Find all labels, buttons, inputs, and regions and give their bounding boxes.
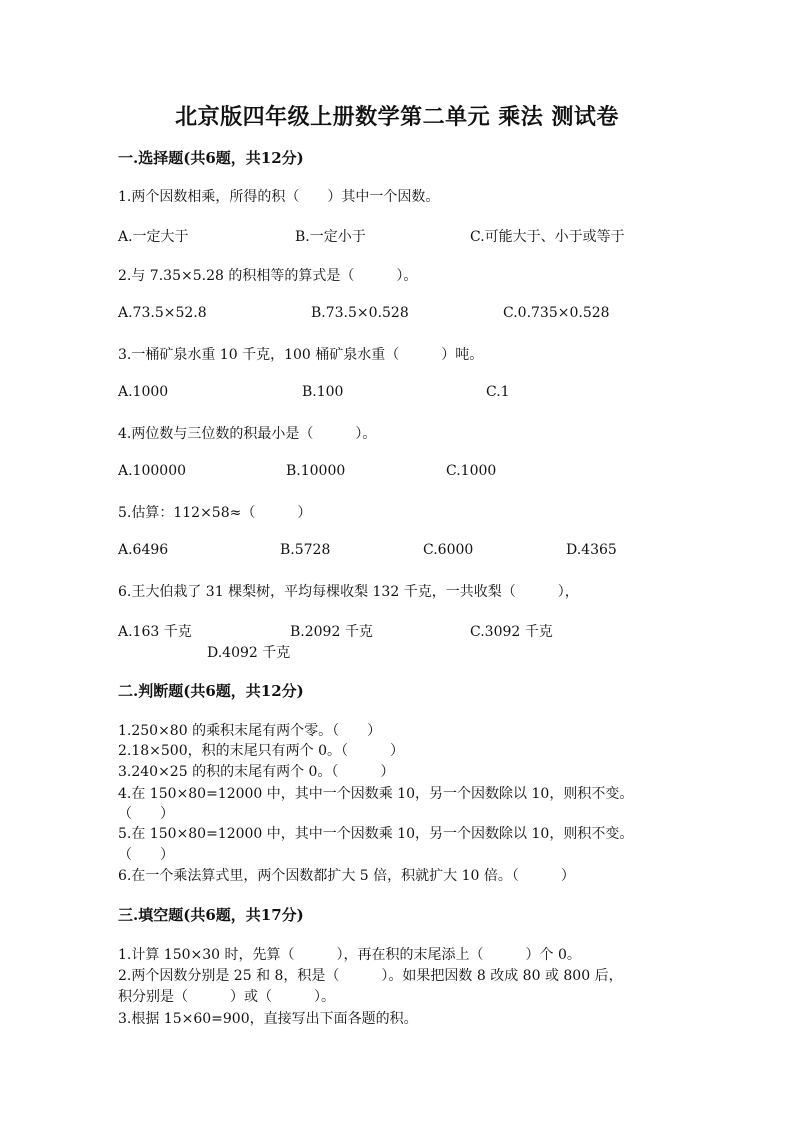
option-a: A.73.5×52.8 bbox=[118, 305, 207, 321]
fill-blank-item: 2.两个因数分别是 25 和 8，积是（ ）。如果把因数 8 改成 80 或 800 后， bbox=[118, 968, 623, 984]
option-a: A.100000 bbox=[118, 463, 187, 479]
option-b: B.5728 bbox=[280, 542, 331, 558]
option-d: D.4092 千克 bbox=[207, 645, 291, 661]
fill-blank-item-continuation: 积分别是（ ）或（ ）。 bbox=[118, 989, 335, 1005]
question-5: 5.估算：112×58≈（ ） bbox=[118, 505, 312, 521]
option-d: D.4365 bbox=[566, 542, 617, 558]
judgment-item: 3.240×25 的积的末尾有两个 0。（ ） bbox=[118, 764, 395, 780]
section-heading-judgment: 二.判断题(共6题，共12分) bbox=[118, 682, 304, 700]
option-b: B.2092 千克 bbox=[290, 624, 373, 640]
option-c: C.0.735×0.528 bbox=[503, 305, 610, 321]
judgment-item: 2.18×500，积的末尾只有两个 0。（ ） bbox=[118, 743, 404, 759]
option-c: C.1 bbox=[486, 384, 510, 400]
judgment-item: 6.在一个乘法算式里，两个因数都扩大 5 倍，积就扩大 10 倍。（ ） bbox=[118, 868, 575, 884]
option-a: A.6496 bbox=[118, 542, 169, 558]
option-a: A.1000 bbox=[118, 384, 169, 400]
judgment-item-continuation: （ ） bbox=[118, 847, 174, 863]
question-6: 6.王大伯栽了 31 棵梨树，平均每棵收梨 132 千克，一共收梨（ ）， bbox=[118, 584, 579, 600]
fill-blank-item: 3.根据 15×60=900，直接写出下面各题的积。 bbox=[118, 1011, 418, 1027]
option-c: C.可能大于、小于或等于 bbox=[470, 229, 625, 245]
option-b: B.一定小于 bbox=[295, 229, 366, 245]
option-b: B.73.5×0.528 bbox=[311, 305, 409, 321]
question-2: 2.与 7.35×5.28 的积相等的算式是（ ）。 bbox=[118, 268, 418, 284]
page-title: 北京版四年级上册数学第二单元 乘法 测试卷 bbox=[175, 104, 619, 130]
judgment-item: 5.在 150×80=12000 中，其中一个因数乘 10，另一个因数除以 10，则积不变。 bbox=[118, 826, 634, 842]
judgment-item: 1.250×80 的乘积末尾有两个零。（ ） bbox=[118, 723, 382, 739]
question-3: 3.一桶矿泉水重 10 千克，100 桶矿泉水重（ ）吨。 bbox=[118, 347, 484, 363]
question-1: 1.两个因数相乘，所得的积（ ）其中一个因数。 bbox=[118, 189, 440, 205]
option-c: C.1000 bbox=[446, 463, 497, 479]
fill-blank-item: 1.计算 150×30 时，先算（ ），再在积的末尾添上（ ）个 0。 bbox=[118, 947, 581, 963]
option-c: C.3092 千克 bbox=[470, 624, 553, 640]
judgment-item: 4.在 150×80=12000 中，其中一个因数乘 10，另一个因数除以 10，则积不变。 bbox=[118, 786, 634, 802]
option-a: A.163 千克 bbox=[118, 624, 192, 640]
option-b: B.100 bbox=[302, 384, 344, 400]
question-4: 4.两位数与三位数的积最小是（ ）。 bbox=[118, 426, 377, 442]
option-a: A.一定大于 bbox=[118, 229, 189, 245]
section-heading-fill-blank: 三.填空题(共6题，共17分) bbox=[118, 906, 304, 924]
option-b: B.10000 bbox=[286, 463, 346, 479]
section-heading-choice: 一.选择题(共6题，共12分) bbox=[118, 149, 304, 167]
judgment-item-continuation: （ ） bbox=[118, 806, 174, 822]
option-c: C.6000 bbox=[423, 542, 474, 558]
